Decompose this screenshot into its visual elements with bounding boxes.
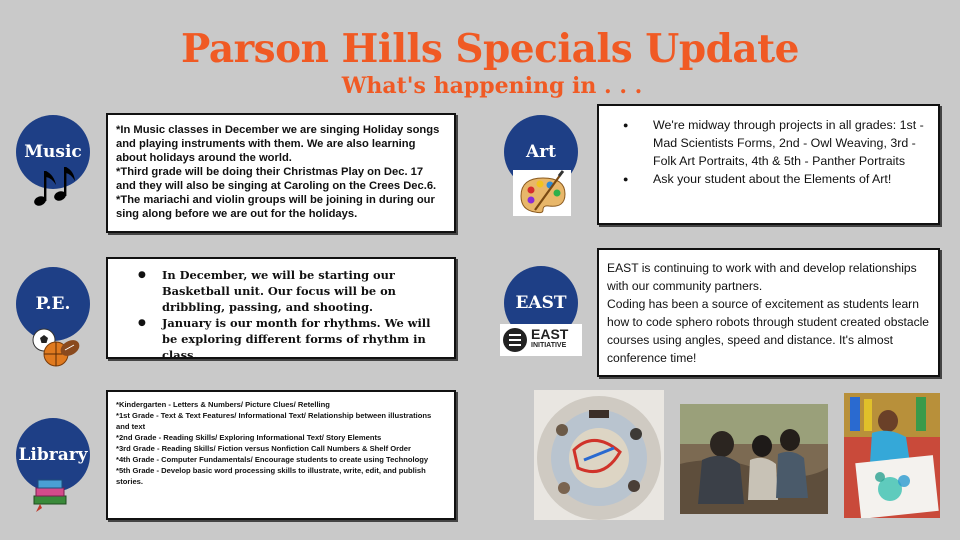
east-line: Coding has been a source of excitement as students learn how to code sphero robots through student created obstacle courses using angles, speed and distance. It's almost conference time!	[607, 297, 930, 365]
art-text-box	[597, 104, 940, 225]
music-notes-icon	[32, 163, 76, 209]
page-title: Parson Hills Specials Update	[181, 26, 799, 72]
books-icon	[30, 470, 70, 512]
art-item: ● Ask your student about the Elements of Art!	[611, 170, 930, 188]
library-line: *Kindergarten - Letters & Numbers/ Picture Clues/ Retelling	[116, 400, 330, 409]
music-line: *Third grade will be doing their Christmas Play on Dec. 17 and they will also be singing at Caroling on the Crees Dec.6.	[116, 166, 437, 192]
east-label: EAST	[515, 293, 567, 313]
art-item: ● We're midway through projects in all grades: 1st - Mad Scientists Forms, 2nd - Owl Weaving, 3rd - Folk Art Portraits, 4th & 5th - Panther Portraits	[611, 116, 930, 170]
sports-balls-icon	[32, 326, 82, 370]
east-logo-sub: INITIATIVE	[531, 342, 567, 349]
library-line: *1st Grade - Text & Text Features/ Informational Text/ Relationship between illustrations and text	[116, 411, 432, 431]
pe-item: ● January is our month for rhythms. We will be exploring different forms of rhythm in class.	[130, 315, 444, 363]
east-text-box	[597, 248, 940, 377]
east-logo-mark	[503, 328, 527, 352]
music-line: *The mariachi and violin groups will be joining in during our sing along before we are out for the holidays.	[116, 194, 435, 220]
east-initiative-logo	[500, 324, 582, 356]
page-subtitle: What's happening in . . .	[341, 73, 643, 99]
music-text-box	[106, 113, 456, 233]
library-line: *4th Grade - Computer Fundamentals/ Encourage students to create using Technology	[116, 455, 429, 464]
east-line: EAST is continuing to work with and develop relationships with our community partners.	[607, 261, 917, 293]
library-line: *5th Grade - Develop basic word processing skills to illustrate, write, edit, and publish stories.	[116, 466, 426, 486]
classroom-fisheye-photo	[534, 390, 664, 520]
pe-text-box	[106, 257, 456, 362]
library-label: Library	[18, 445, 88, 465]
music-label: Music	[24, 142, 82, 162]
art-label: Art	[526, 142, 556, 162]
library-line: *3rd Grade - Reading Skills/ Fiction versus Nonfiction Call Numbers & Shelf Order	[116, 444, 411, 453]
student-painting-photo	[844, 393, 940, 518]
library-line: *2nd Grade - Reading Skills/ Exploring Informational Text/ Story Elements	[116, 433, 382, 442]
pe-label: P.E.	[35, 294, 71, 314]
east-logo-text: EAST	[531, 326, 569, 342]
music-line: *In Music classes in December we are singing Holiday songs and playing instruments with them. We are also learning about holidays around the world.	[116, 124, 440, 164]
library-text-box	[106, 390, 456, 520]
students-outdoors-photo	[680, 404, 828, 514]
paint-palette-icon	[513, 170, 571, 216]
pe-item: ● In December, we will be starting our Basketball unit. Our focus will be on dribbling, passing, and shooting.	[130, 267, 444, 315]
